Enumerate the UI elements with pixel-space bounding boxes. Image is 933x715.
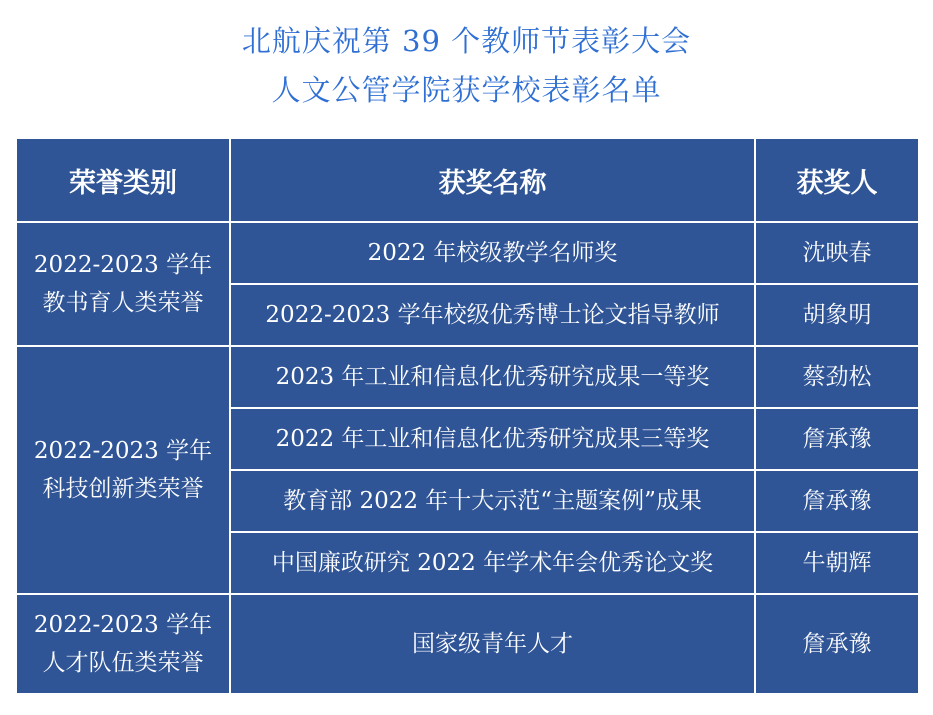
category-cell xyxy=(16,346,230,594)
awardee-cell: 牛朝辉 xyxy=(755,532,919,594)
awardee-cell: 胡象明 xyxy=(755,284,919,346)
category-type: 人才队伍类荣誉 xyxy=(42,650,204,676)
awardee-cell: 詹承豫 xyxy=(755,470,919,532)
header-category: 荣誉类别 xyxy=(16,138,230,222)
award-name-cell: 2023 年工业和信息化优秀研究成果一等奖 xyxy=(230,346,755,408)
awardee-cell: 詹承豫 xyxy=(755,594,919,694)
award-name-cell: 2022 年工业和信息化优秀研究成果三等奖 xyxy=(230,408,755,470)
category-type: 科技创新类荣誉 xyxy=(42,476,204,502)
table-row xyxy=(16,346,919,408)
awardee-cell: 沈映春 xyxy=(755,222,919,284)
header-award-name: 获奖名称 xyxy=(230,138,755,222)
category-cell xyxy=(16,222,230,346)
category-year: 2022-2023 学年 xyxy=(33,438,213,464)
page-title-line-1: 北航庆祝第 39 个教师节表彰大会 xyxy=(241,24,692,58)
table-row xyxy=(16,594,919,694)
page-title-line-2: 人文公管学院获学校表彰名单 xyxy=(271,73,662,107)
table-row xyxy=(16,222,919,284)
awardee-cell: 蔡劲松 xyxy=(755,346,919,408)
category-year: 2022-2023 学年 xyxy=(33,252,213,278)
award-name-cell: 2022-2023 学年校级优秀博士论文指导教师 xyxy=(230,284,755,346)
award-name-cell: 国家级青年人才 xyxy=(230,594,755,694)
header-awardee: 获奖人 xyxy=(755,138,919,222)
category-type: 教书育人类荣誉 xyxy=(42,290,204,316)
award-name-cell: 2022 年校级教学名师奖 xyxy=(230,222,755,284)
award-name-cell: 中国廉政研究 2022 年学术年会优秀论文奖 xyxy=(230,532,755,594)
table-header-row xyxy=(16,138,919,222)
award-name-cell: 教育部 2022 年十大示范“主题案例”成果 xyxy=(230,470,755,532)
awardee-cell: 詹承豫 xyxy=(755,408,919,470)
category-year: 2022-2023 学年 xyxy=(33,612,213,638)
honors-table xyxy=(15,137,920,695)
category-cell xyxy=(16,594,230,694)
